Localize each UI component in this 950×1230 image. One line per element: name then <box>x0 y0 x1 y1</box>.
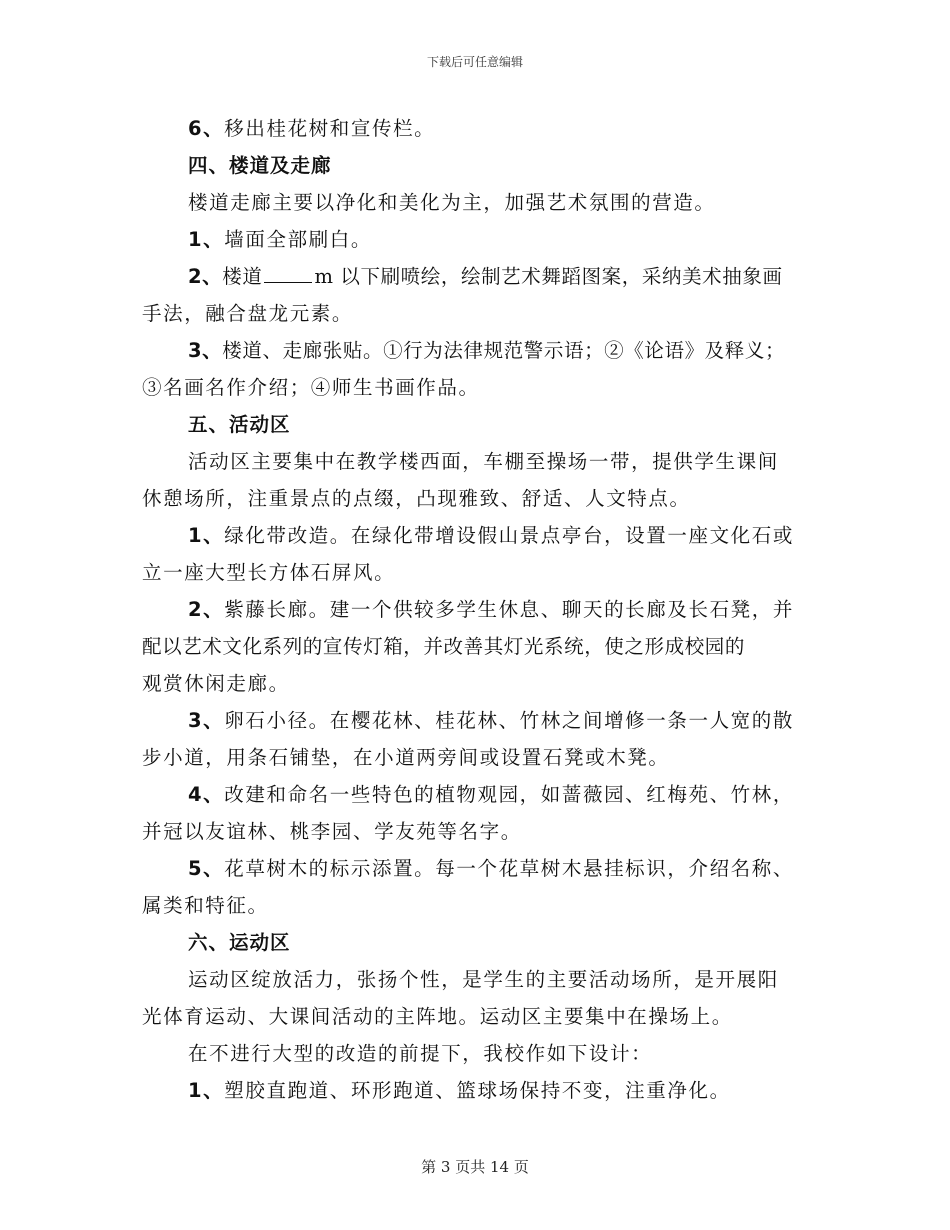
paragraph <box>142 776 810 813</box>
paragraph-text: 楼道、走廊张贴。①行为法律规范警示语；②《论语》及释义； <box>222 339 786 362</box>
paragraph-text: 花草树木的标示添置。每一个花草树木悬挂标识，介绍名称、 <box>224 857 794 880</box>
paragraph-continuation: 属类和特征。 <box>142 894 269 917</box>
item-number: 4、 <box>188 783 225 806</box>
paragraph <box>142 258 810 295</box>
item-number: 3、 <box>188 339 223 362</box>
paragraph-continuation: 光体育运动、大课间活动的主阵地。运动区主要集中在操场上。 <box>142 1005 733 1028</box>
paragraph-text: 紫藤长廊。建一个供较多学生休息、聊天的长廊及长石凳，并 <box>224 598 794 621</box>
paragraph-text: 改建和命名一些特色的植物观园，如蔷薇园、红梅苑、竹林， <box>224 783 794 806</box>
section-heading: 五、活动区 <box>188 413 291 436</box>
page-header: 下载后可任意编辑 <box>426 55 523 69</box>
item-number: 1、 <box>188 524 225 547</box>
item-number: 3、 <box>188 709 225 732</box>
section-heading: 六、运动区 <box>188 931 291 954</box>
paragraph <box>142 591 810 628</box>
paragraph-text: 移出桂花树和宣传栏。 <box>224 117 436 140</box>
section-heading: 四、楼道及走廊 <box>188 154 332 177</box>
paragraph-continuation: 立一座大型长方体石屏风。 <box>142 561 396 584</box>
paragraph-continuation: 配以艺术文化系列的宣传灯箱，并改善其灯光系统，使之形成校园的 <box>142 635 746 658</box>
paragraph <box>142 517 810 554</box>
paragraph-text: 塑胶直跑道、环形跑道、篮球场保持不变，注重净化。 <box>224 1079 731 1102</box>
item-number: 5、 <box>188 857 225 880</box>
paragraph-text: 墙面全部刷白。 <box>224 228 372 251</box>
paragraph: 活动区主要集中在教学楼西面，车棚至操场一带，提供学生课间 <box>188 450 779 473</box>
item-number: 6、 <box>188 117 225 140</box>
paragraph-text: 楼道 <box>222 265 263 288</box>
paragraph-continuation: 观赏休闲走廊。 <box>142 672 290 695</box>
item-number: 2、 <box>188 265 223 288</box>
item-number: 1、 <box>188 1079 225 1102</box>
paragraph-continuation: 步小道，用条石铺垫，在小道两旁间或设置石凳或木凳。 <box>142 746 670 769</box>
paragraph <box>142 702 810 739</box>
paragraph <box>142 1072 810 1109</box>
fill-in-blank <box>264 262 312 283</box>
paragraph <box>142 221 810 258</box>
document-body <box>142 110 810 1109</box>
paragraph <box>142 332 810 369</box>
item-number: 1、 <box>188 228 225 251</box>
paragraph-continuation: 手法，融合盘龙元素。 <box>142 302 354 325</box>
paragraph-text: 绿化带改造。在绿化带增设假山景点亭台，设置一座文化石或 <box>224 524 794 547</box>
paragraph: 在不进行大型的改造的前提下，我校作如下设计： <box>188 1042 653 1065</box>
paragraph-continuation: 休憩场所，注重景点的点缀，凸现雅致、舒适、人文特点。 <box>142 487 691 510</box>
paragraph <box>142 850 810 887</box>
item-number: 2、 <box>188 598 225 621</box>
paragraph-continuation: ③名画名作介绍；④师生书画作品。 <box>142 376 480 399</box>
paragraph-text: m 以下刷喷绘，绘制艺术舞蹈图案，采纳美术抽象画 <box>314 265 783 288</box>
paragraph-continuation: 并冠以友谊林、桃李园、学友苑等名字。 <box>142 820 522 843</box>
paragraph <box>142 110 810 147</box>
page-footer: 第 3 页共 14 页 <box>421 1158 529 1176</box>
paragraph-text: 卵石小径。在樱花林、桂花林、竹林之间增修一条一人宽的散 <box>224 709 794 732</box>
paragraph: 楼道走廊主要以净化和美化为主，加强艺术氛围的营造。 <box>188 191 716 214</box>
paragraph: 运动区绽放活力，张扬个性，是学生的主要活动场所，是开展阳 <box>188 968 779 991</box>
